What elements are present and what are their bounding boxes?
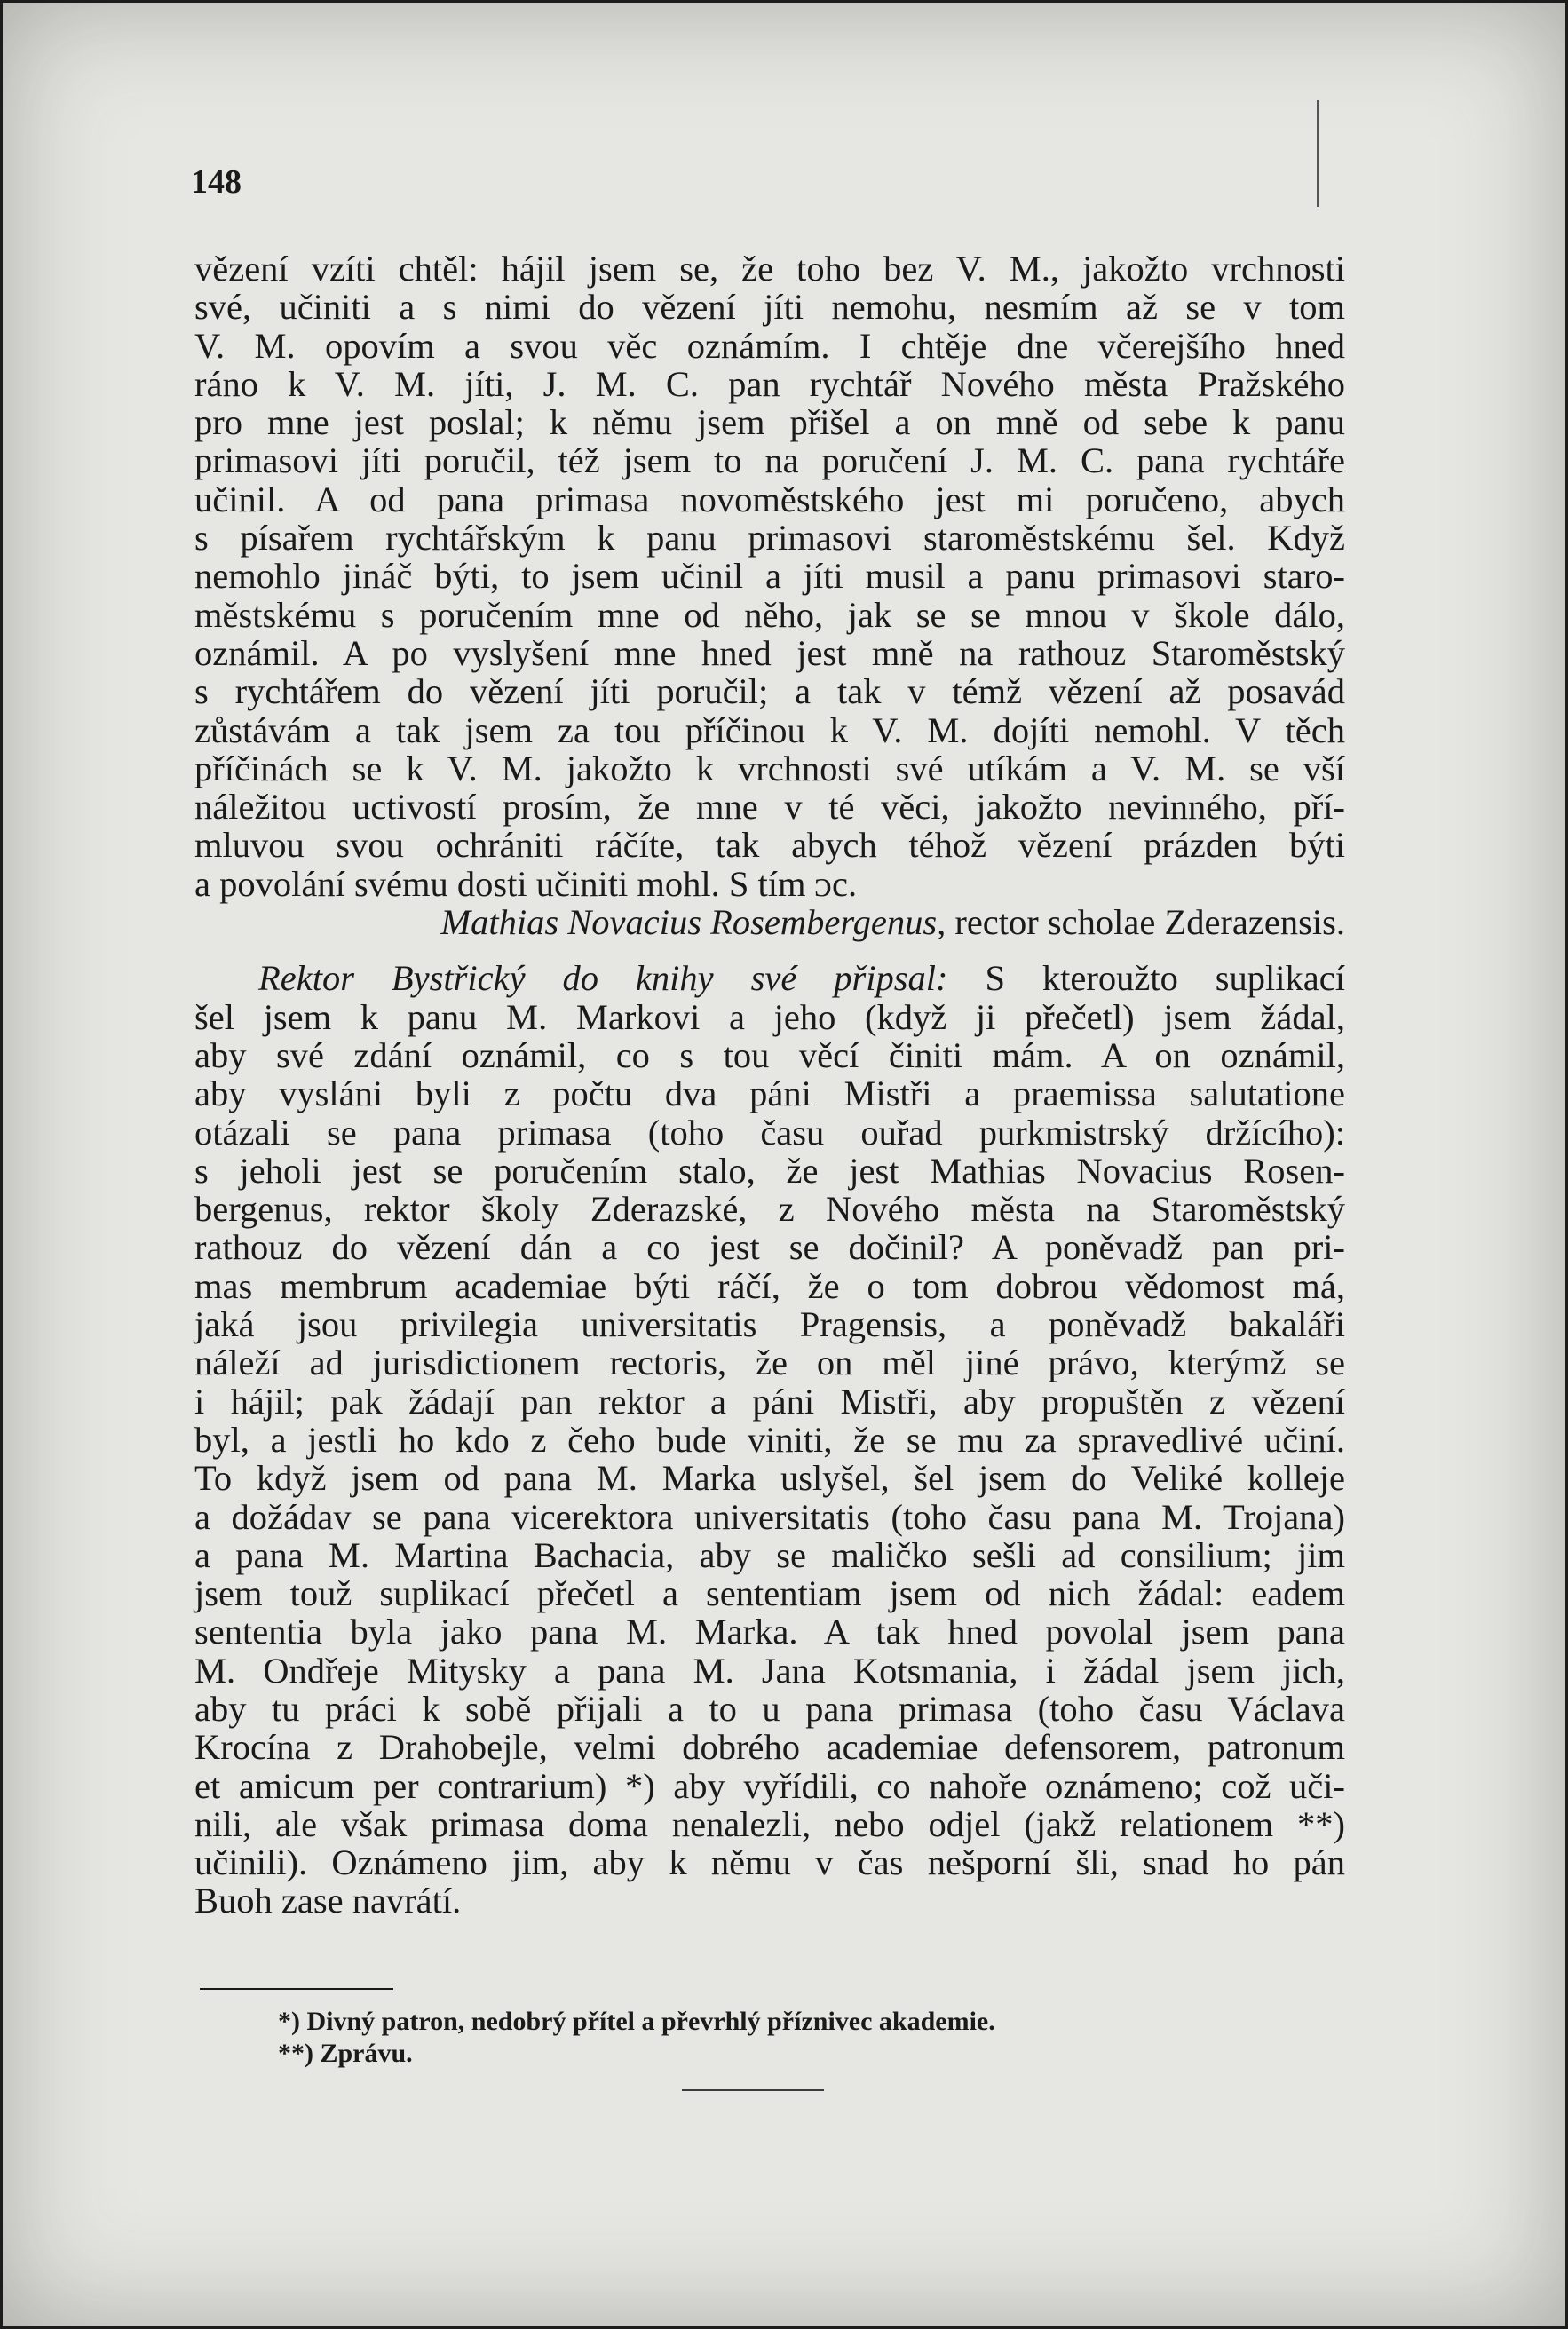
text-line: To když jsem od pana M. Marka uslyšel, šel jsem do Veliké kolleje <box>194 1458 1345 1499</box>
text-line: náležitou uctivostí prosím, že mne v té věci, jakožto nevinného, pří- <box>194 787 1345 828</box>
text-line: své, učiniti a s nimi do vězení jíti nemohu, nesmím až se v tom <box>194 287 1345 328</box>
text-line: Krocína z Drahobejle, velmi dobrého academiae defensorem, patronum <box>194 1727 1345 1768</box>
signature-name: Mathias Novacius Rosembergenus, <box>440 902 946 943</box>
paragraph-gap <box>194 941 1345 959</box>
scan-edge-mark <box>1317 100 1319 207</box>
text-line: aby své zdání oznámil, co s tou věcí činiti mám. A on oznámil, <box>194 1034 1345 1075</box>
text-line: V. M. opovím a svou věc oznámím. I chtěje dne včerejšího hned <box>194 325 1345 366</box>
text-line: s rychtářem do vězení jíti poručil; a tak v témž vězení až posavád <box>194 671 1345 712</box>
text-line: byl, a jestli ho kdo z čeho bude viniti, že se mu za spravedlivé učiní. <box>194 1419 1345 1460</box>
paragraph-rector-note <box>194 959 1345 1920</box>
text-line: náleží ad jurisdictionem rectoris, že on měl jiné právo, kterýmž se <box>194 1343 1345 1383</box>
paragraph-letter <box>194 250 1345 903</box>
text-line: a dožádav se pana vicerektora universitatis (toho času pana M. Trojana) <box>194 1496 1345 1537</box>
text-line: příčinách se k V. M. jakožto k vrchnosti své utíkám a V. M. se vší <box>194 748 1345 788</box>
text-line: zůstávám a tak jsem za tou příčinou k V. M. dojíti nemohl. V těch <box>194 709 1345 750</box>
text-line: učinili). Oznámeno jim, aby k němu v čas nešporní šli, snad ho pán <box>194 1842 1345 1883</box>
text-line: s jeholi jest se poručením stalo, že jest Mathias Novacius Rosen- <box>194 1150 1345 1191</box>
text-line: aby vysláni byli z počtu dva páni Mistři a praemissa salutatione <box>194 1073 1345 1114</box>
text-line: sententia byla jako pana M. Marka. A tak hned povolal jsem pana <box>194 1612 1345 1652</box>
page-number: 148 <box>191 163 242 201</box>
text-line: šel jsem k panu M. Markovi a jeho (když ji přečetl) jsem žádal, <box>194 996 1345 1037</box>
paragraph-intro-line <box>194 959 1345 997</box>
text-line: ráno k V. M. jíti, J. M. C. pan rychtář Nového města Pražského <box>194 363 1345 404</box>
text-line: vězení vzíti chtěl: hájil jsem se, že toho bez V. M., jakožto vrchnosti <box>194 249 1345 289</box>
text-line: mas membrum academiae býti ráčí, že o tom dobrou vědomost má, <box>194 1265 1345 1306</box>
text-line: primasovi jíti poručil, též jsem to na poručení J. M. C. pana rychtáře <box>194 440 1345 481</box>
footnote-1: *) Divný patron, nedobrý přítel a převrhlý příznivec akademie. <box>278 2007 995 2036</box>
text-line: jsem touž suplikací přečetl a sententiam jsem od nich žádal: eadem <box>194 1573 1345 1614</box>
text-line: rathouz do vězení dán a co jest se dočinil? A poněvadž pan pri- <box>194 1227 1345 1268</box>
text-line: s písařem rychtářským k panu primasovi staroměstskému šel. Když <box>194 518 1345 558</box>
text-line: učinil. A od pana primasa novoměstského jest mi poručeno, abych <box>194 479 1345 519</box>
text-line: et amicum per contrarium) *) aby vyřídili, co nahoře oznámeno; což uči- <box>194 1765 1345 1806</box>
text-line: městskému s poručením mne od něho, jak se se mnou v škole dálo, <box>194 594 1345 635</box>
intro-italic: Rektor Bystřický do knihy své připsal: <box>258 958 948 999</box>
footnote-divider <box>200 1988 393 1990</box>
text-line: bergenus, rektor školy Zderazské, z Nového města na Staroměstský <box>194 1189 1345 1230</box>
text-line: a pana M. Martina Bachacia, aby se maličko sešli ad consilium; jim <box>194 1534 1345 1575</box>
signature-line <box>194 903 1345 941</box>
intro-rest: S kteroužto suplikací <box>985 958 1345 999</box>
text-line: jaká jsou privilegia universitatis Pragensis, a poněvadž bakaláři <box>194 1304 1345 1345</box>
text-line: nemohlo jináč býti, to jsem učinil a jíti musil a panu primasovi staro- <box>194 556 1345 597</box>
text-line: pro mne jest poslal; k němu jsem přišel a on mně od sebe k panu <box>194 402 1345 443</box>
text-line: M. Ondřeje Mitysky a pana M. Jana Kotsmania, i žádal jsem jich, <box>194 1650 1345 1691</box>
body-text <box>194 250 1345 1921</box>
text-line: Buoh zase navrátí. <box>194 1881 462 1921</box>
footnotes <box>278 2006 995 2070</box>
text-line: oznámil. A po vyslyšení mne hned jest mně na rathouz Staroměstský <box>194 632 1345 673</box>
text-line: nili, ale však primasa doma nenalezli, nebo odjel (jakž relationem **) <box>194 1803 1345 1844</box>
text-line: mluvou svou ochrániti ráčíte, tak abych téhož vězení prázden býti <box>194 825 1345 866</box>
text-line: aby tu práci k sobě přijali a to u pana primasa (toho času Václava <box>194 1688 1345 1729</box>
footnote-2: **) Zprávu. <box>278 2039 413 2068</box>
text-line: otázali se pana primasa (toho času ouřad purkmistrský držícího): <box>194 1112 1345 1153</box>
text-line: a povolání svému dosti učiniti mohl. S tím ᴐc. <box>194 863 858 904</box>
text-line: i hájil; pak žádají pan rektor a páni Mistři, aby propuštěn z vězení <box>194 1381 1345 1422</box>
signature-title: rector scholae Zderazensis. <box>954 902 1345 943</box>
end-of-section-rule <box>682 2089 824 2091</box>
